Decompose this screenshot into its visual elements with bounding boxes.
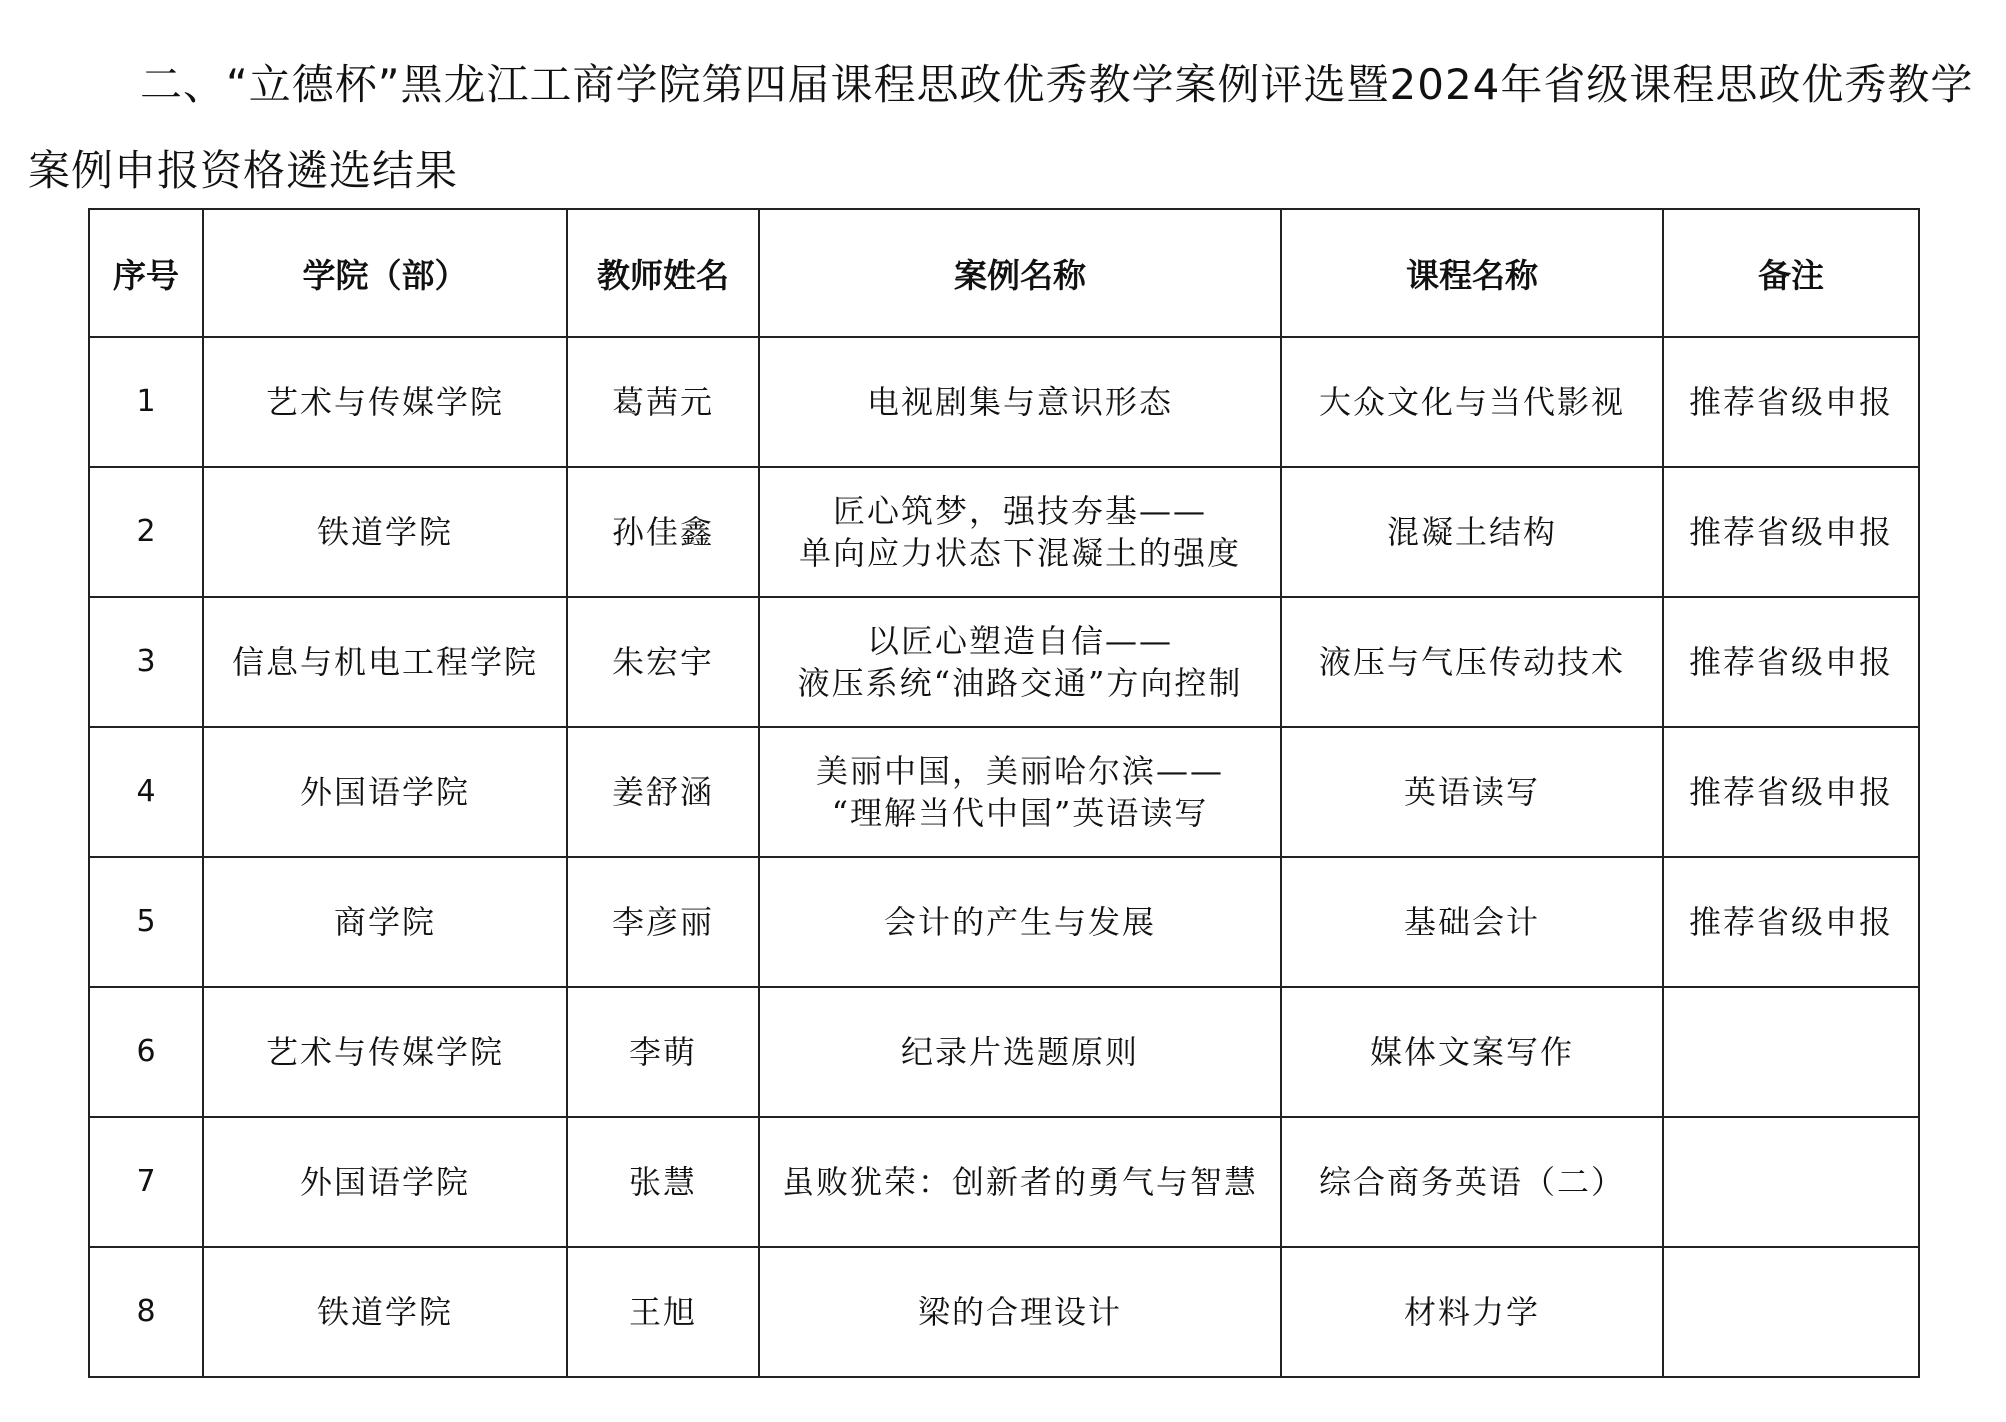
cell-teacher: 张慧 (567, 1117, 759, 1247)
cell-college: 艺术与传媒学院 (203, 987, 567, 1117)
cell-case-name: 匠心筑梦，强技夯基—— 单向应力状态下混凝土的强度 (759, 467, 1281, 597)
cell-seq: 8 (89, 1247, 203, 1377)
cell-course: 大众文化与当代影视 (1281, 337, 1663, 467)
cell-seq: 2 (89, 467, 203, 597)
header-seq: 序号 (89, 209, 203, 337)
table-row (89, 597, 1919, 727)
cell-remark: 推荐省级申报 (1663, 337, 1919, 467)
cell-remark: 推荐省级申报 (1663, 597, 1919, 727)
header-teacher: 教师姓名 (567, 209, 759, 337)
cell-remark: 推荐省级申报 (1663, 467, 1919, 597)
cell-teacher: 王旭 (567, 1247, 759, 1377)
cell-seq: 6 (89, 987, 203, 1117)
cell-seq: 7 (89, 1117, 203, 1247)
page-title-line-2: 案例申报资格遴选结果 (28, 146, 459, 195)
cell-college: 外国语学院 (203, 727, 567, 857)
cell-college: 艺术与传媒学院 (203, 337, 567, 467)
header-college: 学院（部） (203, 209, 567, 337)
cell-case-name: 以匠心塑造自信—— 液压系统“油路交通”方向控制 (759, 597, 1281, 727)
cell-college: 铁道学院 (203, 467, 567, 597)
cell-course: 综合商务英语（二） (1281, 1117, 1663, 1247)
table-row (89, 727, 1919, 857)
cell-course: 混凝土结构 (1281, 467, 1663, 597)
cell-remark (1663, 1117, 1919, 1247)
table-header-row (89, 209, 1919, 337)
table-row (89, 337, 1919, 467)
cell-remark (1663, 1247, 1919, 1377)
table-row (89, 1247, 1919, 1377)
cell-seq: 4 (89, 727, 203, 857)
page-title-line-1: 二、“立德杯”黑龙江工商学院第四届课程思政优秀教学案例评选暨2024年省级课程思政优秀教学 (140, 60, 1974, 109)
header-case-name: 案例名称 (759, 209, 1281, 337)
table-row (89, 1117, 1919, 1247)
header-remark: 备注 (1663, 209, 1919, 337)
cell-remark: 推荐省级申报 (1663, 727, 1919, 857)
cell-teacher: 姜舒涵 (567, 727, 759, 857)
cell-case-name: 虽败犹荣：创新者的勇气与智慧 (759, 1117, 1281, 1247)
cell-course: 材料力学 (1281, 1247, 1663, 1377)
cell-case-name: 梁的合理设计 (759, 1247, 1281, 1377)
table-row (89, 857, 1919, 987)
cell-college: 商学院 (203, 857, 567, 987)
cell-case-name: 电视剧集与意识形态 (759, 337, 1281, 467)
cell-college: 信息与机电工程学院 (203, 597, 567, 727)
cell-case-name: 纪录片选题原则 (759, 987, 1281, 1117)
header-course: 课程名称 (1281, 209, 1663, 337)
results-table (88, 208, 1920, 1378)
cell-remark (1663, 987, 1919, 1117)
cell-remark: 推荐省级申报 (1663, 857, 1919, 987)
table-row (89, 467, 1919, 597)
cell-college: 外国语学院 (203, 1117, 567, 1247)
cell-teacher: 葛茜元 (567, 337, 759, 467)
cell-course: 液压与气压传动技术 (1281, 597, 1663, 727)
cell-course: 基础会计 (1281, 857, 1663, 987)
cell-teacher: 李萌 (567, 987, 759, 1117)
cell-college: 铁道学院 (203, 1247, 567, 1377)
cell-seq: 1 (89, 337, 203, 467)
table-row (89, 987, 1919, 1117)
cell-teacher: 孙佳鑫 (567, 467, 759, 597)
cell-course: 媒体文案写作 (1281, 987, 1663, 1117)
cell-case-name: 会计的产生与发展 (759, 857, 1281, 987)
cell-seq: 5 (89, 857, 203, 987)
cell-teacher: 李彦丽 (567, 857, 759, 987)
cell-case-name: 美丽中国，美丽哈尔滨—— “理解当代中国”英语读写 (759, 727, 1281, 857)
cell-seq: 3 (89, 597, 203, 727)
cell-teacher: 朱宏宇 (567, 597, 759, 727)
cell-course: 英语读写 (1281, 727, 1663, 857)
